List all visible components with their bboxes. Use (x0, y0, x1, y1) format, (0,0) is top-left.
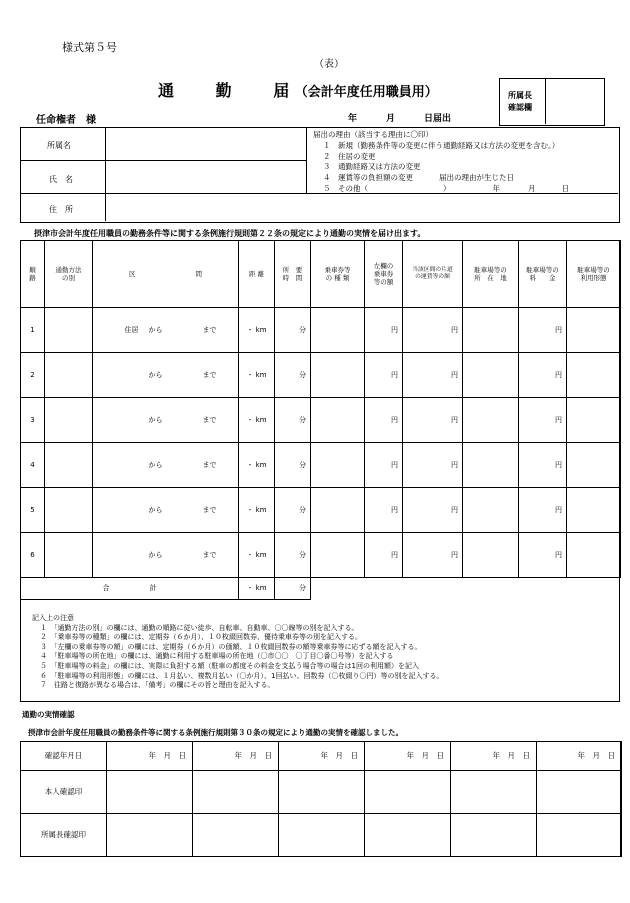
header-parking-fee: 駐車場等の 料 金 (519, 241, 567, 308)
fare-cell[interactable]: 円 (403, 488, 463, 533)
section-cell[interactable]: から まで (93, 398, 239, 443)
total-time[interactable]: 分 (275, 578, 311, 600)
distance-cell[interactable]: ・ km (239, 533, 275, 578)
parking-location-cell[interactable] (463, 443, 519, 488)
parking-location-cell[interactable] (463, 533, 519, 578)
note-item: ５ 「駐車場等の料金」の欄には、実際に負担する額（駐車の都度その料金を支払う場合等の場合は1回の利用額）を記入 (40, 661, 419, 670)
section-cell[interactable]: 住居 から まで (93, 308, 239, 353)
ticket-amount-cell[interactable]: 円 (365, 443, 403, 488)
approval-stamp-field[interactable] (547, 79, 603, 124)
time-cell[interactable]: 分 (275, 308, 311, 353)
total-distance[interactable]: ・ km (239, 578, 275, 600)
parking-location-cell[interactable] (463, 398, 519, 443)
form-number: 様式第５号 (62, 41, 117, 54)
method-cell[interactable] (45, 443, 93, 488)
ticket-type-cell[interactable] (311, 353, 365, 398)
ticket-amount-cell[interactable]: 円 (365, 353, 403, 398)
confirm-date-label: 確認年月日 (21, 742, 107, 771)
distance-cell[interactable]: ・ km (239, 443, 275, 488)
total-label: 合 計 (21, 578, 239, 600)
page-title (158, 78, 438, 101)
parking-fee-cell[interactable]: 円 (519, 533, 567, 578)
note-item: ３ 「左欄の乗車券等の額」の欄には、定期券（６か月）の価額、１０枚綴回数券の額等乗車券等に応ずる額を記入する。 (40, 642, 422, 651)
ticket-amount-cell[interactable]: 円 (365, 488, 403, 533)
notes-heading: 記入上の注意 (32, 614, 74, 622)
title-char-2: 勤 (215, 81, 232, 100)
name-field[interactable] (107, 162, 305, 192)
ticket-type-cell[interactable] (311, 533, 365, 578)
address-field[interactable] (107, 195, 617, 221)
reason-item-4[interactable]: ４ 運賃等の負担額の変更 (323, 173, 413, 183)
note-item: ２ 「乗車券等の種類」の欄には、定期券（６か月）、１０枚綴回数券、優待乗車券等の別を記入する。 (40, 633, 362, 642)
time-cell[interactable]: 分 (275, 398, 311, 443)
parking-use-cell[interactable] (567, 398, 621, 443)
section-cell[interactable]: から まで (93, 488, 239, 533)
parking-location-cell[interactable] (463, 488, 519, 533)
parking-fee-cell[interactable]: 円 (519, 488, 567, 533)
self-confirm-label: 本人確認印 (21, 771, 107, 814)
method-cell[interactable] (45, 533, 93, 578)
reason-section (313, 130, 569, 195)
addressee: 任命権者 様 (36, 115, 96, 126)
fare-cell[interactable]: 円 (403, 443, 463, 488)
time-cell[interactable]: 分 (275, 353, 311, 398)
distance-cell[interactable]: ・ km (239, 353, 275, 398)
parking-use-cell[interactable] (567, 488, 621, 533)
fare-cell[interactable]: 円 (403, 353, 463, 398)
method-cell[interactable] (45, 308, 93, 353)
header-method: 通勤方法 の別 (45, 241, 93, 308)
info-box (20, 127, 620, 223)
confirm-date-cell[interactable]: 年 月 日 (451, 742, 537, 771)
ticket-type-cell[interactable] (311, 308, 365, 353)
parking-use-cell[interactable] (567, 533, 621, 578)
dept-field[interactable] (107, 129, 305, 159)
header-fare: 当該区間の片道 の運賃等の額 (403, 241, 463, 308)
distance-cell[interactable]: ・ km (239, 398, 275, 443)
title-subtitle: （会計年度任用職員用） (294, 85, 438, 100)
submit-day: 日届出 (424, 114, 452, 124)
ticket-type-cell[interactable] (311, 398, 365, 443)
head-confirm-label: 所属長確認印 (21, 814, 107, 857)
statement-1: 摂津市会計年度任用職員の勤務条件等に関する条例施行規則第２２条の規定により通勤の実情を届け出ます。 (34, 229, 426, 238)
approval-label-1: 所属長 (508, 91, 532, 100)
ticket-type-cell[interactable] (311, 443, 365, 488)
approval-box (499, 78, 605, 126)
reason-item-2[interactable]: ２ 住居の変更 (323, 151, 376, 161)
header-parking-location: 駐車場等の 所 在 地 (463, 241, 519, 308)
submit-year: 年 (348, 114, 358, 124)
reason-occur-day: 日 (561, 183, 569, 193)
row-number: 5 (21, 488, 45, 533)
parking-use-cell[interactable] (567, 443, 621, 488)
parking-location-cell[interactable] (463, 353, 519, 398)
title-char-1: 通 (158, 81, 175, 100)
row-number: 2 (21, 353, 45, 398)
header-ticket-type: 乗車券等 の 種 類 (311, 241, 365, 308)
confirm-heading: 通勤の実情確認 (22, 710, 75, 719)
address-label: 住 所 (49, 205, 73, 214)
approval-label-2: 確認欄 (508, 103, 532, 112)
method-cell[interactable] (45, 353, 93, 398)
ticket-amount-cell[interactable]: 円 (365, 308, 403, 353)
method-cell[interactable] (45, 488, 93, 533)
name-label: 氏 名 (49, 175, 73, 184)
total-row (21, 578, 621, 600)
time-cell[interactable]: 分 (275, 533, 311, 578)
fare-cell[interactable]: 円 (403, 398, 463, 443)
method-cell[interactable] (45, 398, 93, 443)
parking-fee-cell[interactable]: 円 (519, 398, 567, 443)
table-row (21, 308, 621, 353)
fare-cell[interactable]: 円 (403, 533, 463, 578)
parking-use-cell[interactable] (567, 308, 621, 353)
reason-heading: 届出の理由（該当する理由に〇印） (313, 130, 433, 139)
reason-occur-year: 年 (492, 183, 500, 193)
reason-occur-month: 月 (528, 183, 536, 193)
table-row (21, 488, 621, 533)
row-number: 1 (21, 308, 45, 353)
ticket-type-cell[interactable] (311, 488, 365, 533)
header-route: 順 路 (21, 241, 45, 308)
header-section: 区 間 (93, 241, 239, 308)
ticket-amount-cell[interactable]: 円 (365, 398, 403, 443)
note-item: ７ 往路と復路が異なる場合は、「備考」の欄にその旨と理由を記入する。 (40, 681, 275, 690)
time-cell[interactable]: 分 (275, 488, 311, 533)
confirm-date-cell[interactable]: 年 月 日 (365, 742, 451, 771)
parking-fee-cell[interactable]: 円 (519, 308, 567, 353)
confirm-date-cell[interactable]: 年 月 日 (537, 742, 622, 771)
confirm-date-cell[interactable]: 年 月 日 (193, 742, 279, 771)
row-number: 3 (21, 398, 45, 443)
reason-occur-label: 届出の理由が生じた日 (439, 173, 514, 183)
note-item: １ 「通勤方法の別」の欄には、通勤の順路に従い徒歩、自転車、自動車、〇〇線等の別を記入する。 (40, 623, 359, 632)
confirm-date-cell[interactable]: 年 月 日 (279, 742, 365, 771)
route-table (20, 240, 621, 600)
header-ticket-amount: 左欄の 乗車券 等の額 (365, 241, 403, 308)
parking-location-cell[interactable] (463, 308, 519, 353)
approval-label-cell (500, 79, 546, 124)
notes-section (32, 614, 443, 691)
header-distance: 距 離 (239, 241, 275, 308)
reason-item-5[interactable]: ５ その他（ ） (323, 183, 451, 193)
section-cell[interactable]: から まで (93, 353, 239, 398)
parking-use-cell[interactable] (567, 353, 621, 398)
confirm-date-cell[interactable]: 年 月 日 (107, 742, 193, 771)
section-cell[interactable]: から まで (93, 443, 239, 488)
side-label: （表） (314, 59, 344, 70)
reason-item-3[interactable]: ３ 通勤経路又は方法の変更 (323, 162, 421, 172)
header-parking-use: 駐車場等の 利用形態 (567, 241, 621, 308)
confirm-statement: 摂津市会計年度任用職員の勤務条件等に関する条例施行規則第３０条の規定により通勤の実情を確認しました。 (28, 728, 403, 737)
confirm-table-border (20, 741, 621, 857)
title-char-3: 届 (273, 81, 290, 100)
row-number: 4 (21, 443, 45, 488)
table-row (21, 398, 621, 443)
table-row (21, 533, 621, 578)
submit-month: 月 (386, 114, 396, 124)
table-row (21, 353, 621, 398)
parking-fee-cell[interactable]: 円 (519, 443, 567, 488)
section-cell[interactable]: から まで (93, 533, 239, 578)
header-time: 所 要 時 間 (275, 241, 311, 308)
note-item: ６ 「駐車場等の利用形態」の欄には、１月払い、複数月払い（〇か月）、1回払い、回数券（〇枚綴り〇円）等の別を記入する。 (40, 671, 444, 680)
note-item: ４ 「駐車場等の所在地」の欄には、通勤に利用する駐車場の所在地（〇市〇〇 〇丁目〇番〇号等）を記入する (40, 652, 394, 661)
distance-cell[interactable]: ・ km (239, 308, 275, 353)
table-row (21, 443, 621, 488)
ticket-amount-cell[interactable]: 円 (365, 533, 403, 578)
parking-fee-cell[interactable]: 円 (519, 353, 567, 398)
fare-cell[interactable]: 円 (403, 308, 463, 353)
reason-item-1[interactable]: １ 新規（勤務条件等の変更に伴う通勤経路又は方法の変更を含む。） (323, 140, 560, 150)
row-number: 6 (21, 533, 45, 578)
time-cell[interactable]: 分 (275, 443, 311, 488)
dept-label: 所属名 (47, 141, 71, 150)
distance-cell[interactable]: ・ km (239, 488, 275, 533)
